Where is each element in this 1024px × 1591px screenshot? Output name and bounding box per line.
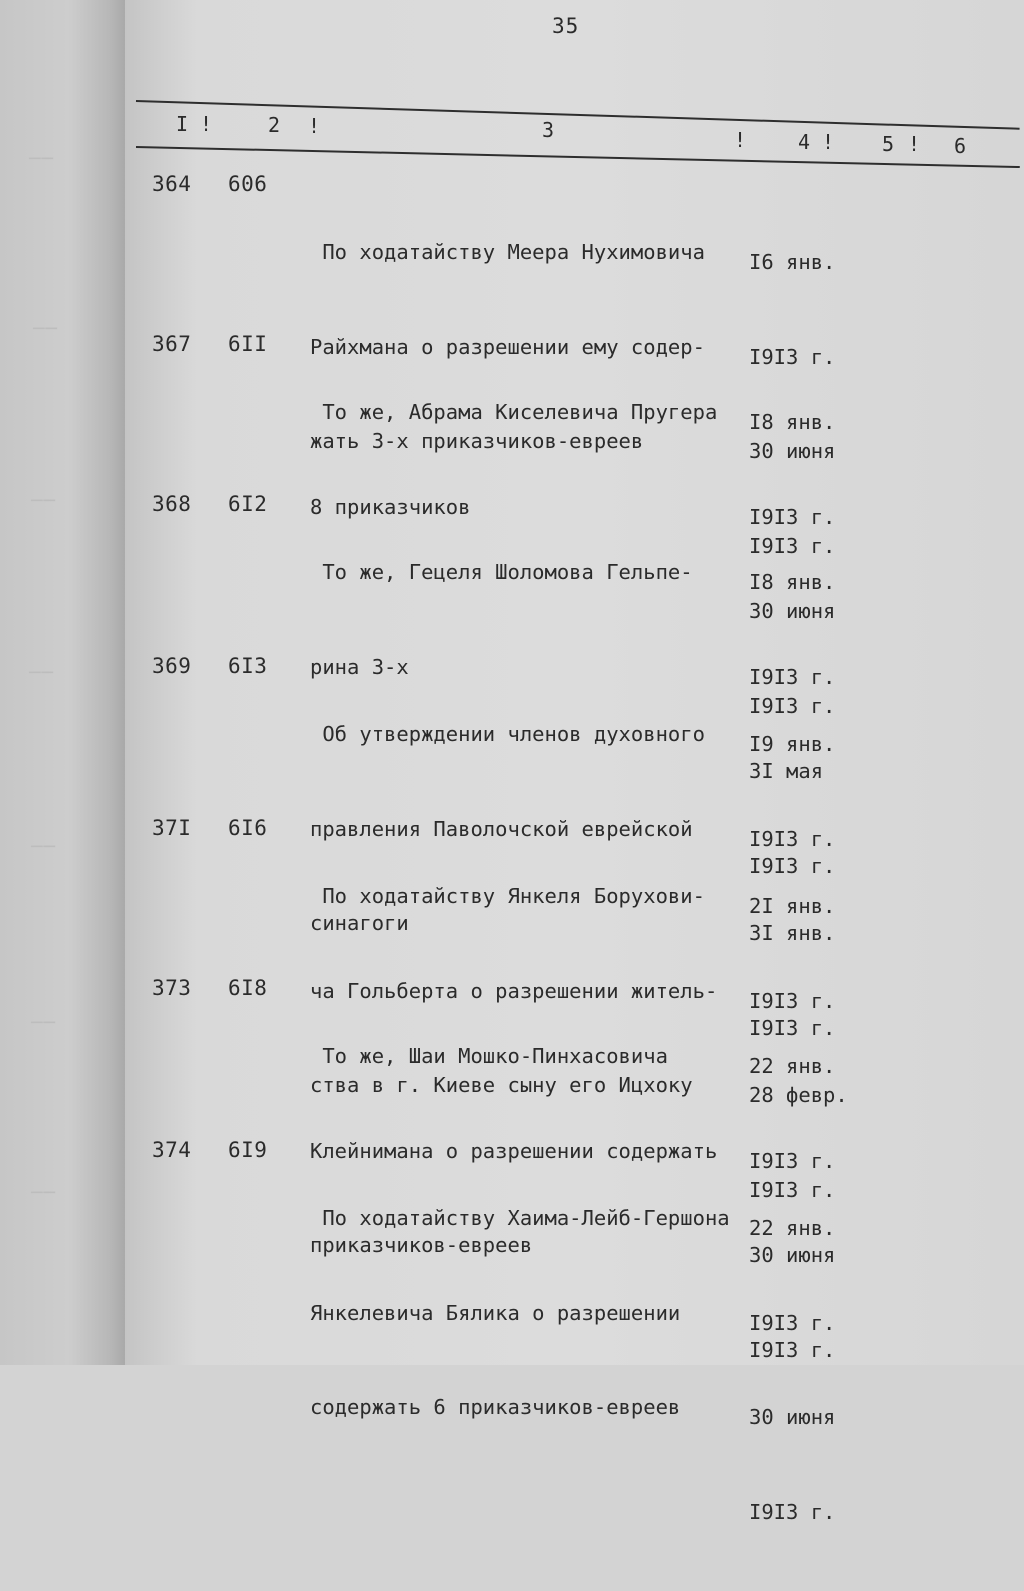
record-number: 374 — [152, 1138, 192, 1162]
description-line: Клейнимана о разрешении содержать — [310, 1138, 718, 1163]
file-number: 6I8 — [228, 976, 268, 1000]
header-col5: 5 — [882, 132, 895, 156]
description-line: То же, Абрама Киселевича Пругера — [310, 400, 718, 424]
file-number: 6I3 — [228, 654, 268, 678]
header-col4: 4 — [798, 130, 811, 154]
bleed-through-mark: ── — [30, 1012, 55, 1034]
end-year: I9I3 г. — [749, 1177, 836, 1202]
record-number: 367 — [152, 332, 192, 356]
end-year: I9I3 г. — [749, 533, 836, 558]
bleed-through-mark: ── — [30, 836, 55, 858]
record-number: 37I — [152, 816, 192, 840]
bleed-through-mark: ── — [30, 1182, 55, 1204]
header-col6: 6 — [954, 134, 967, 158]
end-date: 3I мая — [749, 759, 824, 783]
description-line: ства в г. Киеве сыну его Ицхоку — [310, 1073, 693, 1097]
record-number: 368 — [152, 492, 192, 516]
start-year: I9I3 г. — [749, 344, 836, 369]
header-separator: ! — [200, 112, 213, 136]
header-separator: ! — [908, 132, 921, 156]
header-separator: ! — [734, 128, 747, 152]
end-year: I9I3 г. — [749, 853, 836, 878]
end-date: 3I янв. — [749, 921, 836, 945]
description-line: жать 3-х приказчиков-евреев — [310, 429, 644, 453]
end-date: 30 июня — [749, 599, 836, 623]
start-year: I9I3 г. — [749, 1148, 836, 1173]
description-line: приказчиков-евреев — [310, 1233, 533, 1257]
end-date: 30 июня — [749, 439, 836, 463]
header-col2: 2 — [268, 113, 281, 137]
description-line: По ходатайству Меера Нухимовича — [310, 240, 705, 264]
description-line: Райхмана о разрешении ему содер- — [310, 334, 705, 359]
description-line: содержать 6 приказчиков-евреев — [310, 1395, 681, 1419]
bleed-through-mark: ── — [32, 318, 57, 340]
file-number: 606 — [228, 172, 268, 196]
description-line: То же, Шаи Мошко-Пинхасовича — [310, 1044, 668, 1068]
start-date: I8 янв. — [749, 570, 836, 594]
page-number: 35 — [552, 14, 580, 38]
file-number: 6I9 — [228, 1138, 268, 1162]
record-description — [310, 1140, 760, 1487]
end-year: I9I3 г. — [749, 1337, 836, 1362]
description-line: То же, Гецеля Шоломова Гельпе- — [310, 560, 693, 584]
description-line: правления Паволочской еврейской — [310, 816, 693, 841]
file-number: 6II — [228, 332, 268, 356]
description-line: По ходатайству Янкеля Борухови- — [310, 884, 705, 908]
start-date: 22 янв. — [749, 1054, 836, 1078]
start-date: I6 янв. — [749, 250, 836, 274]
start-date: 22 янв. — [749, 1216, 836, 1240]
start-date: 2I янв. — [749, 894, 836, 918]
bleed-through-mark: ── — [28, 148, 53, 170]
end-year: I9I3 г. — [749, 693, 836, 718]
bleed-through-mark: ── — [30, 490, 55, 512]
description-line: Янкелевича Бялика о разрешении — [310, 1300, 681, 1325]
description-line: 8 приказчиков — [310, 494, 471, 519]
description-line: ча Гольберта о разрешении житель- — [310, 978, 718, 1003]
end-date: 28 февр. — [749, 1083, 848, 1107]
header-col3: 3 — [542, 118, 555, 142]
record-number: 364 — [152, 172, 192, 196]
start-year: I9I3 г. — [749, 504, 836, 529]
header-separator: ! — [308, 114, 321, 138]
end-date: 30 июня — [749, 1243, 836, 1267]
table-row — [0, 1138, 1024, 1524]
start-year: I9I3 г. — [749, 826, 836, 851]
description-line: Об утверждении членов духовного — [310, 722, 705, 746]
end-year: I9I3 г. — [749, 1015, 836, 1040]
header-col1: I — [176, 112, 189, 136]
description-line: По ходатайству Хаима-Лейб-Гершона — [310, 1206, 730, 1230]
description-line: синагоги — [310, 911, 409, 935]
start-date: I8 янв. — [749, 410, 836, 434]
record-number: 373 — [152, 976, 192, 1000]
start-date: I9 янв. — [749, 732, 836, 756]
header-separator: ! — [822, 130, 835, 154]
file-number: 6I2 — [228, 492, 268, 516]
start-year: I9I3 г. — [749, 664, 836, 689]
file-number: 6I6 — [228, 816, 268, 840]
end-year: I9I3 г. — [749, 1499, 836, 1524]
record-number: 369 — [152, 654, 192, 678]
bleed-through-mark: ── — [28, 662, 53, 684]
start-year: I9I3 г. — [749, 1310, 836, 1335]
description-line: рина 3-х — [310, 654, 409, 679]
record-dates — [749, 1150, 869, 1591]
start-year: I9I3 г. — [749, 988, 836, 1013]
end-date: 30 июня — [749, 1405, 836, 1429]
